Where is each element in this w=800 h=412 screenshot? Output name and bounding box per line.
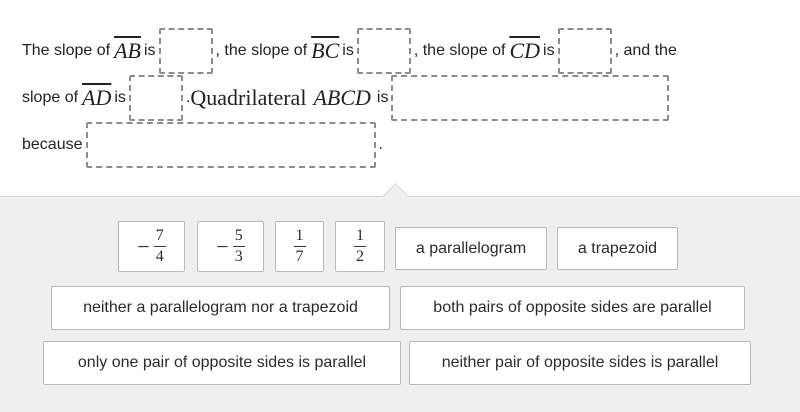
slope-cd-drop-slot[interactable] [558,28,612,74]
prompt-text: is [143,42,156,59]
quadrilateral-name: ABCD [313,85,371,110]
slope-ab-drop-slot[interactable] [159,28,213,74]
numerator: 1 [354,228,366,247]
fraction [294,228,306,265]
prompt-text: is [342,42,354,59]
numerator: 5 [233,228,245,247]
tile-one-half[interactable] [335,221,385,272]
segment-cd: $\overline{CD}$ [509,38,541,63]
prompt-text: slope of [22,89,79,106]
prompt-text: , the slope of [413,42,506,59]
tile-label: only one pair of opposite sides is parallel [77,354,367,371]
prompt-text: . [185,89,191,106]
tile-label: a trapezoid [577,239,658,257]
tile-label: neither pair of opposite sides is parallel [441,354,719,371]
fraction [233,228,245,265]
prompt-text: is [114,89,126,106]
denominator: 7 [295,248,304,265]
prompt-line-1 [22,28,677,74]
tile-neither-parallelogram-nor-trapezoid[interactable] [51,286,390,330]
tile-a-trapezoid[interactable] [557,227,678,270]
prompt-text: , and the [614,42,677,59]
prompt-line-2 [22,75,672,121]
tile-a-parallelogram[interactable] [395,227,547,270]
reason-drop-slot[interactable] [86,122,376,168]
prompt-line-3 [22,122,383,168]
minus-sign: − [216,233,229,259]
slope-bc-drop-slot[interactable] [357,28,411,74]
prompt-text-serif: Quadrilateral [190,85,307,110]
tile-one-pair-parallel[interactable] [43,341,401,385]
tile-label: a parallelogram [415,239,527,257]
classification-drop-slot[interactable] [391,75,669,121]
tile-label: both pairs of opposite sides are parallel [433,299,712,316]
minus-sign: − [137,233,150,259]
numerator: 1 [294,228,306,247]
tile-both-pairs-parallel[interactable] [400,286,745,330]
numerator: 7 [154,228,166,247]
slope-ad-drop-slot[interactable] [129,75,183,121]
segment-ad: $\overline{AD}$ [82,85,112,110]
prompt-text: , the slope of [215,42,308,59]
denominator: 3 [234,248,243,265]
denominator: 4 [155,248,164,265]
prompt-text: because [22,136,83,153]
denominator: 2 [356,248,364,265]
tile-one-seventh[interactable] [275,221,324,272]
fraction [154,228,166,265]
question-prompt [0,0,800,185]
tile-neither-pair-parallel[interactable] [409,341,751,385]
tile-negative-seven-fourths[interactable] [118,221,185,272]
segment-ab: $\overline{AB}$ [114,38,141,63]
fraction [354,228,366,265]
prompt-text: is [543,42,555,59]
tile-negative-five-thirds[interactable] [197,221,264,272]
prompt-text: The slope of [22,42,111,59]
segment-bc: $\overline{BC}$ [311,38,340,63]
prompt-text: . [378,136,383,153]
prompt-text: is [376,89,389,106]
tile-label: neither a parallelogram nor a trapezoid [83,299,358,316]
